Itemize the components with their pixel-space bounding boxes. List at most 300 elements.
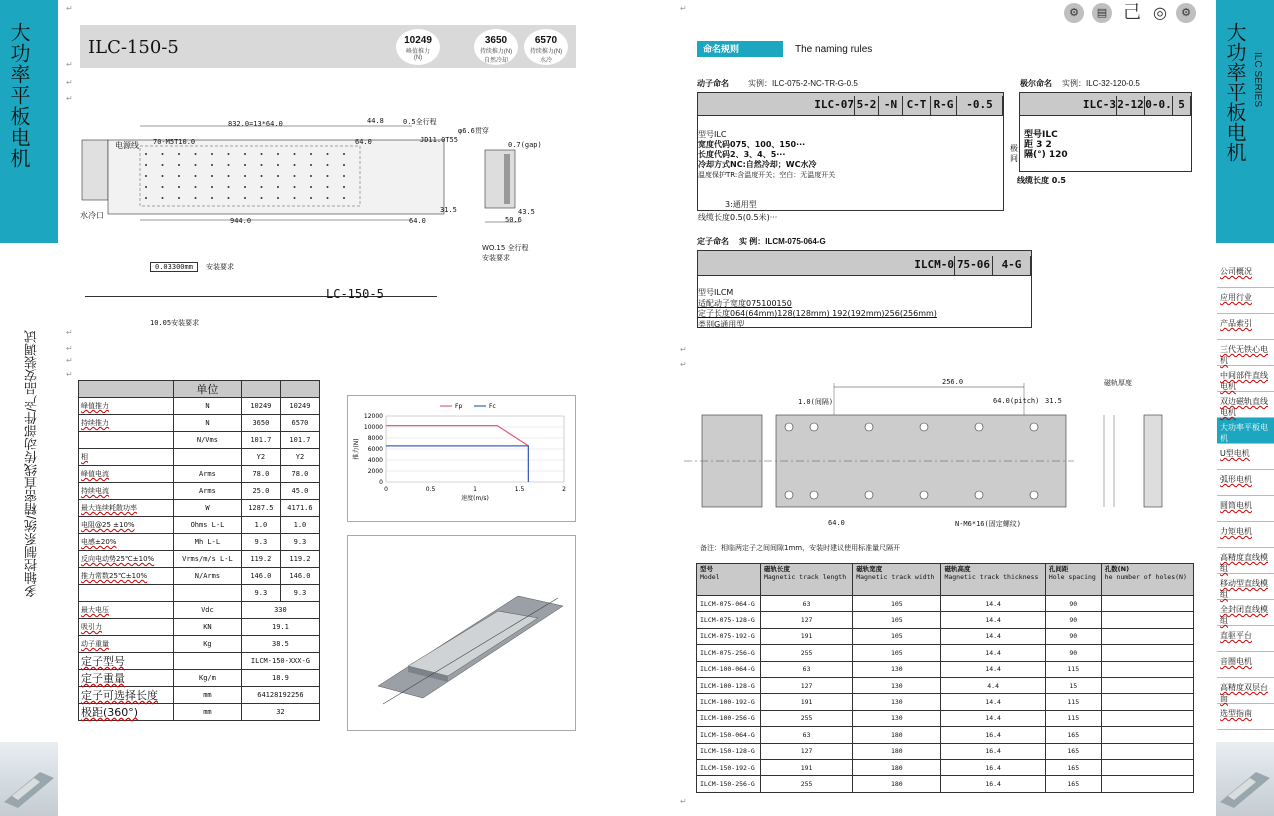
model-value-cell: 255: [760, 776, 852, 792]
badge-unit: 自然冷却: [483, 58, 508, 64]
stator-model-table: [696, 563, 1194, 793]
toolbar-circle-icon[interactable]: ◎: [1153, 3, 1167, 22]
model-name-cell: ILCM-100-256-G: [697, 710, 761, 726]
dual-side-char: 极: [1010, 144, 1018, 153]
model-value-cell: 90: [1045, 612, 1101, 628]
model-value-cell: 191: [760, 759, 852, 775]
model-name-cell: ILCM-150-064-G: [697, 727, 761, 743]
table-row: [697, 727, 1194, 743]
series-line-fc: [386, 446, 528, 482]
header-cn: 型号: [700, 565, 713, 573]
mover-line: 型号ILC: [698, 130, 727, 139]
table-header-row: [697, 564, 1194, 596]
stator-naming-head: 定子命名: [697, 237, 729, 246]
table-row: [697, 661, 1194, 677]
spec-value-cell: [174, 449, 242, 466]
y-tick-label: 12000: [363, 413, 383, 420]
mover-legend: [698, 130, 835, 180]
model-value-cell: 115: [1045, 661, 1101, 677]
table-row: [697, 759, 1194, 775]
model-name-cell: ILCM-075-256-G: [697, 645, 761, 661]
nav-item[interactable]: 公司概况: [1217, 262, 1274, 288]
header-en: Magnetic track width: [856, 573, 935, 581]
spec-value-cell: 45.0: [280, 483, 319, 500]
table-row: [697, 612, 1194, 628]
table-row: [79, 483, 320, 500]
spec-value-cell: 64128192256: [241, 687, 319, 704]
nav-item[interactable]: 弧形电机: [1217, 470, 1274, 496]
spec-name-cell: 持续电流: [79, 483, 174, 500]
nav-item[interactable]: 高精度双层台面: [1217, 678, 1274, 704]
spec-name-cell: 吸引力: [79, 619, 174, 636]
force-speed-chart: [347, 395, 576, 522]
motor-3d-render: [347, 535, 576, 731]
spec-value-cell: 119.2: [280, 551, 319, 568]
table-row: [79, 449, 320, 466]
mover-naming-head: 动子命名: [697, 79, 729, 88]
left-sidebar: [0, 0, 58, 816]
spec-value-cell: 3650: [241, 415, 280, 432]
header-en: Magnetic track length: [763, 573, 847, 581]
dim-height: 43.5: [518, 208, 535, 216]
model-value-cell: 130: [853, 710, 941, 726]
spec-name-cell: 峰值电流: [79, 466, 174, 483]
linear-motor-thumbnail-icon: [0, 742, 58, 816]
model-value-cell: 4.4: [941, 677, 1045, 693]
model-value-cell: 90: [1045, 645, 1101, 661]
table-row: [79, 568, 320, 585]
naming-code-segment: 5-2: [855, 96, 879, 116]
model-value-cell: 165: [1045, 776, 1101, 792]
y-axis-label: 推力(N): [353, 438, 360, 460]
spec-header-cell: [79, 381, 174, 398]
badge-unit: (N): [413, 55, 423, 61]
flatness-spec: WO.15 全行程: [482, 244, 529, 252]
table-row: [697, 645, 1194, 661]
badge-value: 3650: [484, 35, 508, 46]
table-row: [697, 694, 1194, 710]
naming-code-segment: 75-06: [955, 256, 993, 276]
spec-value-cell: 32: [241, 704, 319, 721]
dual-naming-example: 实例：ILC-32-120-0.5: [1062, 79, 1140, 88]
table-row: [697, 677, 1194, 693]
stator-line: 适配动子宽度075100150: [698, 298, 792, 308]
toolbar-gear-icon[interactable]: ⚙: [1176, 3, 1196, 23]
badge-unit: 水冷: [539, 58, 552, 64]
dual-line: 距 3 2: [1024, 140, 1052, 150]
model-value-cell: [1101, 661, 1193, 677]
legend-label: Fp: [455, 403, 463, 410]
dim-air-gap: 0.7(gap): [508, 141, 542, 149]
model-value-cell: [1101, 596, 1193, 612]
header-cn: 磁轨长度: [763, 565, 790, 573]
stator-dim-end: 31.5: [1045, 397, 1062, 405]
model-value-cell: 105: [853, 612, 941, 628]
naming-code-segment: ILC-3: [1019, 96, 1117, 116]
nav-item[interactable]: 双边磁轨直线电机: [1217, 392, 1274, 418]
spec-value-cell: 9.3: [280, 585, 319, 602]
x-tick-label: 1: [473, 486, 477, 493]
model-name-cell: ILCM-150-256-G: [697, 776, 761, 792]
spec-value-cell: 38.5: [241, 636, 319, 653]
spec-header-cell: [241, 381, 280, 398]
model-value-cell: 16.4: [941, 759, 1045, 775]
spec-value-cell: Y2: [241, 449, 280, 466]
model-value-cell: 14.4: [941, 661, 1045, 677]
model-value-cell: 165: [1045, 727, 1101, 743]
naming-banner-text: 命名规则: [703, 44, 740, 54]
y-tick-label: 0: [379, 479, 383, 486]
spec-name-cell: 定子可选择长度: [79, 687, 174, 704]
header-en: Hole spacing: [1048, 573, 1096, 581]
naming-code-segment: 2-12: [1117, 96, 1145, 116]
right-nav-menu: [1217, 262, 1274, 730]
model-value-cell: 63: [760, 727, 852, 743]
model-value-cell: 191: [760, 694, 852, 710]
model-header-cell: [941, 564, 1045, 596]
spec-header-cell: [280, 381, 319, 398]
stator-dim-gap: 1.0(间隔): [798, 398, 834, 406]
spec-value-cell: N/Vms: [174, 432, 242, 449]
spec-value-cell: 1287.5: [241, 500, 280, 517]
x-tick-label: 2: [562, 486, 566, 493]
stator-note: 备注：相临两定子之间间隙1mm，安装时建议使用标准量尺隔开: [700, 544, 901, 552]
right-sidebar-title: 大功率平板电机: [1223, 22, 1247, 162]
table-row: [79, 381, 320, 398]
model-value-cell: 14.4: [941, 694, 1045, 710]
naming-code-segment: 0-0.: [1145, 96, 1173, 116]
model-value-cell: 165: [1045, 743, 1101, 759]
model-value-cell: 14.4: [941, 710, 1045, 726]
nav-item[interactable]: 中间部件直线电机: [1217, 366, 1274, 392]
model-value-cell: [1101, 612, 1193, 628]
dim-end-pitch: 64.0: [355, 138, 372, 146]
spec-value-cell: KN: [174, 619, 242, 636]
header-cn: 孔数(N): [1104, 565, 1130, 573]
force-speed-chart-svg: [348, 396, 577, 523]
naming-subtitle: The naming rules: [795, 44, 873, 55]
spec-name-cell: 极距(360°): [79, 704, 174, 721]
caption-rule: [85, 296, 437, 297]
continuous-force-water-badge: [524, 29, 568, 65]
dim-bottom-pitch: 64.0: [409, 217, 426, 225]
nav-item[interactable]: 应用行业: [1217, 288, 1274, 314]
model-value-cell: 130: [853, 661, 941, 677]
table-row: [79, 466, 320, 483]
nav-item[interactable]: 音圈电机: [1217, 652, 1274, 678]
model-value-cell: 105: [853, 645, 941, 661]
header-cn: 孔间距: [1048, 565, 1069, 573]
naming-code-segment: -N: [879, 96, 903, 116]
spec-name-cell: [79, 585, 174, 602]
model-value-cell: 63: [760, 661, 852, 677]
dual-line: 隔(°) 120: [1024, 150, 1068, 160]
nav-item[interactable]: 高精度直线模组: [1217, 548, 1274, 574]
nav-item[interactable]: 产品索引: [1217, 314, 1274, 340]
toolbar-print-icon[interactable]: ▤: [1092, 3, 1112, 23]
spec-value-cell: [174, 653, 242, 670]
model-value-cell: 165: [1045, 759, 1101, 775]
x-axis-label: 速度(m/s): [461, 495, 489, 502]
spec-value-cell: 330: [241, 602, 319, 619]
mover-cable-line: 线缆长度0.5(0.5米)···: [698, 213, 778, 222]
spec-value-cell: 19.1: [241, 619, 319, 636]
model-value-cell: 14.4: [941, 596, 1045, 612]
spec-name-cell: 电感±20%: [79, 534, 174, 551]
spec-name-cell: 电阻@25 ±10%: [79, 517, 174, 534]
table-row: [697, 710, 1194, 726]
toolbar-settings-icon[interactable]: ⚙: [1064, 3, 1084, 23]
continuous-force-natural-badge: [474, 29, 518, 65]
model-value-cell: 90: [1045, 628, 1101, 644]
model-value-cell: 14.4: [941, 645, 1045, 661]
spec-value-cell: Kg: [174, 636, 242, 653]
model-name-cell: ILCM-150-192-G: [697, 759, 761, 775]
spec-value-cell: 78.0: [241, 466, 280, 483]
model-value-cell: [1101, 727, 1193, 743]
mover-line: 冷却方式NC:自然冷却；WC水冷: [698, 160, 817, 169]
spec-name-cell: 最大电压: [79, 602, 174, 619]
header-en: Magnetic track thickness: [944, 573, 1039, 581]
spec-value-cell: 101.7: [241, 432, 280, 449]
spec-value-cell: 10249: [280, 398, 319, 415]
spec-value-cell: Mh L-L: [174, 534, 242, 551]
table-row: [79, 432, 320, 449]
nav-item[interactable]: 直驱平台: [1217, 626, 1274, 652]
spec-name-cell: 最大连续耗散功率: [79, 500, 174, 517]
spec-value-cell: [174, 585, 242, 602]
spec-value-cell: 9.3: [241, 534, 280, 551]
model-value-cell: 14.4: [941, 612, 1045, 628]
naming-code-segment: 5: [1173, 96, 1191, 116]
model-value-cell: 16.4: [941, 776, 1045, 792]
model-value-cell: 115: [1045, 694, 1101, 710]
spec-name-cell: 定子型号: [79, 653, 174, 670]
model-name-cell: ILCM-100-064-G: [697, 661, 761, 677]
model-value-cell: 90: [1045, 596, 1101, 612]
spec-table: [78, 380, 320, 721]
dim-thread-holes: 70-M5T10.0: [153, 138, 196, 146]
spec-value-cell: Kg/m: [174, 670, 242, 687]
table-row: [79, 585, 320, 602]
nav-item[interactable]: U型电机: [1217, 444, 1274, 470]
model-value-cell: [1101, 694, 1193, 710]
model-value-cell: 16.4: [941, 743, 1045, 759]
dual-naming-head: 极尔命名: [1020, 79, 1052, 88]
table-row: [697, 628, 1194, 644]
table-row: [79, 415, 320, 432]
nav-item[interactable]: 大功率平板电机: [1217, 418, 1274, 444]
model-value-cell: [1101, 645, 1193, 661]
stator-naming-example: 实 例：ILCM-075-064-G: [739, 237, 826, 246]
spec-name-cell: 持续推力: [79, 415, 174, 432]
dim-full-travel: 0.5全行程: [403, 118, 437, 126]
x-tick-label: 0.5: [425, 486, 436, 493]
table-row: [79, 551, 320, 568]
y-tick-label: 10000: [363, 424, 383, 431]
product-title: ILC-150-5: [88, 37, 179, 58]
spec-value-cell: Vdc: [174, 602, 242, 619]
x-tick-label: 0: [384, 486, 388, 493]
stator-dim-pitch: 64.0(pitch): [993, 397, 1040, 405]
dual-legend: [1024, 130, 1068, 160]
spec-value-cell: 119.2: [241, 551, 280, 568]
model-value-cell: 127: [760, 677, 852, 693]
stator-dim-offset: 64.0: [828, 519, 845, 527]
dim-hole-pitch: 832.0=13*64.0: [228, 120, 283, 128]
mover-line: 温度保护TR:含温度开关；空白：无温度开关: [698, 171, 836, 179]
model-value-cell: 191: [760, 628, 852, 644]
stator-line: 型号ILCM: [698, 288, 734, 297]
dim-bottom-offset: 31.5: [440, 206, 457, 214]
spec-name-cell: 反向电动势25℃±10%: [79, 551, 174, 568]
install-requirement: 安装要求: [482, 254, 510, 262]
model-header-cell: [1045, 564, 1101, 596]
left-sidebar-vertical-text: 多轴控制系统/精密直线传动部件/产品安装调试: [24, 330, 39, 598]
spec-name-cell: 相: [79, 449, 174, 466]
nav-item[interactable]: 全封闭直线模组: [1217, 600, 1274, 626]
spec-value-cell: 25.0: [241, 483, 280, 500]
spec-value-cell: 18.9: [241, 670, 319, 687]
mover-line: 长度代码2、3、4、5···: [698, 150, 786, 159]
y-tick-label: 2000: [367, 468, 383, 475]
spec-name-cell: 峰值推力: [79, 398, 174, 415]
model-value-cell: [1101, 759, 1193, 775]
model-value-cell: 180: [853, 776, 941, 792]
naming-code-segment: -0.5: [957, 96, 1003, 116]
dual-cable-line: 线缆长度 0.5: [1017, 176, 1066, 185]
install-tolerance: 10.05安装要求: [150, 319, 200, 327]
spec-value-cell: Vrms/m/s L-L: [174, 551, 242, 568]
legend-label: Fc: [489, 403, 496, 410]
table-row: [697, 596, 1194, 612]
mover-type-line: 3:通用型: [725, 200, 757, 209]
model-value-cell: 15: [1045, 677, 1101, 693]
y-tick-label: 4000: [367, 457, 383, 464]
water-port-label: 水冷口: [80, 211, 104, 220]
dim-end-length: 44.8: [367, 117, 384, 125]
spec-value-cell: 101.7: [280, 432, 319, 449]
table-row: [79, 619, 320, 636]
model-value-cell: 180: [853, 727, 941, 743]
table-row: [79, 602, 320, 619]
dual-side-char: 间: [1010, 154, 1018, 163]
model-header-cell: [853, 564, 941, 596]
spec-value-cell: N: [174, 415, 242, 432]
model-value-cell: 180: [853, 743, 941, 759]
model-name-cell: ILCM-100-192-G: [697, 694, 761, 710]
table-row: [697, 776, 1194, 792]
header-en: he number of holes(N): [1104, 573, 1187, 581]
model-name-cell: ILCM-075-192-G: [697, 628, 761, 644]
model-name-cell: ILCM-150-128-G: [697, 743, 761, 759]
spec-value-cell: 4171.6: [280, 500, 319, 517]
model-name-cell: ILCM-075-064-G: [697, 596, 761, 612]
parallelism-label: 安装要求: [206, 263, 234, 271]
spec-value-cell: Ohms L-L: [174, 517, 242, 534]
badge-label: 峰值推力: [405, 49, 430, 55]
model-value-cell: [1101, 776, 1193, 792]
model-value-cell: 127: [760, 743, 852, 759]
dim-total-length: 944.0: [230, 217, 252, 225]
left-product-thumbnail: [0, 742, 58, 816]
spec-value-cell: N: [174, 398, 242, 415]
spec-value-cell: Arms: [174, 483, 242, 500]
nav-item[interactable]: 选型指南: [1217, 704, 1274, 730]
model-value-cell: [1101, 677, 1193, 693]
model-header-cell: [1101, 564, 1193, 596]
badge-label: 持续推力(N): [529, 49, 563, 55]
left-sidebar-title: 大功率平板电机: [7, 22, 31, 169]
y-tick-label: 6000: [367, 446, 383, 453]
spec-value-cell: 9.3: [280, 534, 319, 551]
naming-code-segment: ILCM-0: [697, 256, 955, 276]
naming-code-segment: 4-G: [993, 256, 1031, 276]
spec-value-cell: mm: [174, 704, 242, 721]
spec-value-cell: Arms: [174, 466, 242, 483]
peak-force-badge: [396, 29, 440, 65]
model-value-cell: 127: [760, 612, 852, 628]
naming-code-segment: C-T: [903, 96, 931, 116]
product-title-band: [80, 25, 576, 68]
table-row: [79, 500, 320, 517]
stator-legend: [698, 288, 937, 330]
dual-line: 型号ILC: [1024, 130, 1058, 140]
model-value-cell: 130: [853, 694, 941, 710]
header-en: Model: [700, 573, 720, 581]
model-value-cell: 255: [760, 710, 852, 726]
dual-side-label: [1010, 144, 1018, 164]
spec-value-cell: 146.0: [241, 568, 280, 585]
spec-value-cell: Y2: [280, 449, 319, 466]
badge-value: 10249: [404, 35, 432, 46]
table-row: [79, 517, 320, 534]
right-sidebar-series: ILC SERIES: [1252, 52, 1263, 108]
table-row: [79, 398, 320, 415]
dim-counterbore: JD11.0T55: [420, 136, 458, 144]
model-value-cell: [1101, 743, 1193, 759]
spec-value-cell: 78.0: [280, 466, 319, 483]
model-value-cell: 105: [853, 596, 941, 612]
nav-item[interactable]: 圆筒电机: [1217, 496, 1274, 522]
power-cable-label: 电源线: [115, 141, 139, 150]
spec-value-cell: 9.3: [241, 585, 280, 602]
stator-dim-length: 256.0: [942, 378, 964, 386]
spec-value-cell: 10249: [241, 398, 280, 415]
spec-value-cell: 1.0: [241, 517, 280, 534]
nav-item[interactable]: 力矩电机: [1217, 522, 1274, 548]
model-value-cell: 255: [760, 645, 852, 661]
motor-render-icon: [348, 536, 577, 732]
toolbar-symbol-icon[interactable]: 己: [1123, 2, 1141, 23]
right-product-thumbnail: [1216, 742, 1274, 816]
model-name-cell: ILCM-075-128-G: [697, 612, 761, 628]
nav-item[interactable]: 三代无铁心电机: [1217, 340, 1274, 366]
dim-width: 50.6: [505, 216, 522, 224]
spec-value-cell: ILCM-150-XXX-G: [241, 653, 319, 670]
x-tick-label: 1.5: [514, 486, 525, 493]
spec-value-cell: 146.0: [280, 568, 319, 585]
parallelism-spec: 0.03300mm: [150, 262, 198, 272]
spec-name-cell: [79, 432, 174, 449]
model-name-cell: ILCM-100-128-G: [697, 677, 761, 693]
header-cn: 磁轨宽度: [856, 565, 883, 573]
stator-dim-thread: N-M6*16(固定螺纹): [955, 520, 1021, 528]
nav-item[interactable]: 移动型直线模组: [1217, 574, 1274, 600]
table-row: [697, 743, 1194, 759]
mover-naming-example: 实例：ILC-075-2-NC-TR-G-0.5: [748, 79, 858, 88]
stator-dimension-drawing: [684, 375, 1184, 530]
